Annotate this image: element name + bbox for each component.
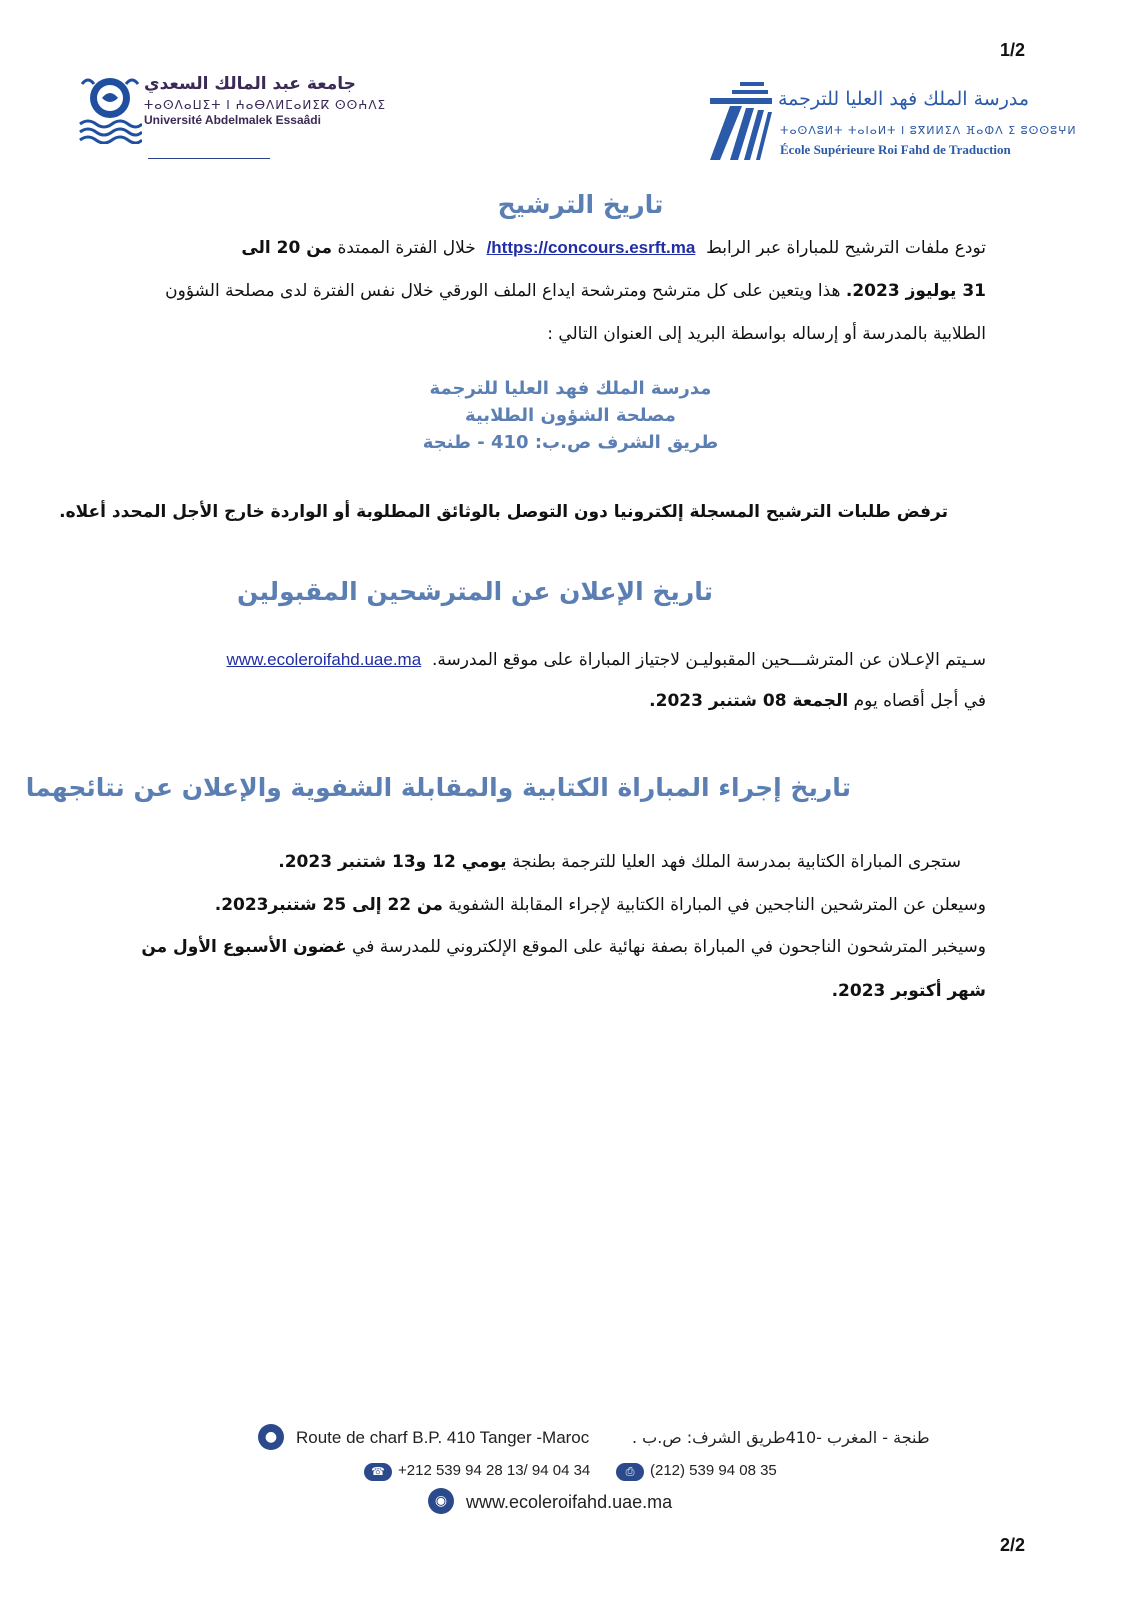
university-emblem-icon bbox=[78, 74, 142, 144]
section3-line1-date: يومي 12 و13 شتنبر 2023. bbox=[278, 852, 507, 872]
section1-line1-text: تودع ملفات الترشيح للمباراة عبر الرابط bbox=[706, 238, 986, 258]
school-emblem-icon bbox=[700, 80, 778, 164]
address-line-3: طريق الشرف ص.ب: 410 - طنجة bbox=[422, 432, 719, 453]
university-name-tifinagh: ⵜⴰⵙⴷⴰⵡⵉⵜ ⵏ ⵄⴰⴱⴷⵍⵎⴰⵍⵉⴽ ⵙⵙⵄⴷⵉ bbox=[144, 98, 387, 112]
section1-line1-after: خلال الفترة الممتدة bbox=[337, 238, 476, 258]
footer-phone: +212 539 94 28 13/ 94 04 34 bbox=[398, 1462, 591, 1479]
section2-line1 bbox=[227, 650, 986, 670]
section-heading-accepted-candidates: تاريخ الإعلان عن المترشحين المقبولين bbox=[236, 577, 713, 606]
section3-line4: شهر أكتوبر 2023. bbox=[831, 981, 986, 1001]
section3-line1 bbox=[278, 852, 961, 872]
globe-icon: ◉ bbox=[428, 1488, 454, 1514]
section3-line2-date: من 22 إلى 25 شتنبر2023. bbox=[214, 895, 443, 915]
section3-line3-text: وسيخبر المترشحون الناجحون في المباراة بصفة نهائية على الموقع الإلكتروني للمدرسة في bbox=[352, 937, 986, 957]
phone-icon: ☎ bbox=[364, 1463, 392, 1481]
page-number-top: 1/2 bbox=[1000, 40, 1026, 60]
section3-line2-text: وسيعلن عن المترشحين الناجحين في المباراة الكتابية لإجراء المقابلة الشفوية bbox=[448, 895, 986, 915]
section1-line1-dates: من 20 الى bbox=[241, 238, 333, 258]
section1-line2 bbox=[165, 281, 986, 301]
location-icon: ● bbox=[258, 1424, 284, 1450]
section2-line2 bbox=[649, 691, 986, 711]
section2-line2-text: في أجل أقصاه يوم bbox=[853, 691, 986, 711]
school-logo bbox=[700, 80, 1077, 170]
footer-website[interactable]: www.ecoleroifahd.uae.ma bbox=[466, 1492, 673, 1512]
page-number-bottom: 2/2 bbox=[1000, 1535, 1026, 1555]
footer-fax: (212) 539 94 08 35 bbox=[650, 1462, 777, 1479]
address-line-2: مصلحة الشؤون الطلابية bbox=[465, 405, 676, 426]
section-heading-application-date: تاريخ الترشيح bbox=[497, 190, 664, 219]
school-website-link[interactable]: www.ecoleroifahd.uae.ma bbox=[226, 650, 422, 669]
university-name-fr: Université Abdelmalek Essaâdi bbox=[144, 113, 321, 127]
fax-icon: ⎙ bbox=[616, 1463, 644, 1481]
section2-line1-text: سـيتم الإعـلان عن المترشـــحين المقبوليـن لاجتياز المباراة على موقع المدرسة. bbox=[432, 650, 986, 670]
section1-line3: الطلابية بالمدرسة أو إرساله بواسطة البريد إلى العنوان التالي : bbox=[547, 324, 986, 344]
section3-line3 bbox=[141, 937, 986, 957]
section2-line2-date: الجمعة 08 شتنبر 2023. bbox=[649, 691, 849, 711]
footer-address-fr: Route de charf B.P. 410 Tanger -Maroc bbox=[296, 1428, 590, 1447]
section1-line1 bbox=[241, 238, 986, 258]
logo-divider bbox=[148, 158, 270, 159]
school-name-tifinagh: ⵜⴰⵙⴷⵓⵍⵜ ⵜⴰⵏⴰⵍⵜ ⵏ ⵓⴳⵍⵍⵉⴷ ⴼⴰⵀⴷ ⵉ ⵓⵙⵙⵓⵖⵍ bbox=[780, 124, 1077, 137]
section1-line2-date: 31 يوليوز 2023. bbox=[845, 281, 986, 301]
section3-line3-bold: غضون الأسبوع الأول من bbox=[141, 937, 347, 957]
section3-line1-text: ستجرى المباراة الكتابية بمدرسة الملك فهد العليا للترجمة بطنجة bbox=[511, 852, 961, 872]
rejection-notice: ترفض طلبات الترشيح المسجلة إلكترونيا دون التوصل بالوثائق المطلوبة أو الواردة خارج الأجل المحدد أعلاه. bbox=[59, 502, 948, 522]
section3-line2 bbox=[215, 895, 986, 915]
section-heading-exam-dates: تاريخ إجراء المباراة الكتابية والمقابلة الشفوية والإعلان عن نتائجهما bbox=[25, 773, 851, 802]
address-line-1: مدرسة الملك فهد العليا للترجمة bbox=[429, 378, 712, 399]
university-logo bbox=[78, 70, 387, 165]
application-portal-link[interactable]: https://concours.esrft.ma/ bbox=[486, 238, 696, 257]
footer-address-ar: طنجة - المغرب -410طريق الشرف: ص.ب . bbox=[632, 1428, 930, 1447]
school-name-ar: مدرسة الملك فهد العليا للترجمة bbox=[778, 88, 1030, 110]
university-name-ar: جامعة عبد المالك السعدي bbox=[144, 74, 356, 94]
school-name-fr: École Supérieure Roi Fahd de Traduction bbox=[780, 142, 1011, 157]
section1-line2-text: هذا ويتعين على كل مترشح ومترشحة ايداع الملف الورقي خلال نفس الفترة لدى مصلحة الشؤون bbox=[165, 281, 841, 301]
